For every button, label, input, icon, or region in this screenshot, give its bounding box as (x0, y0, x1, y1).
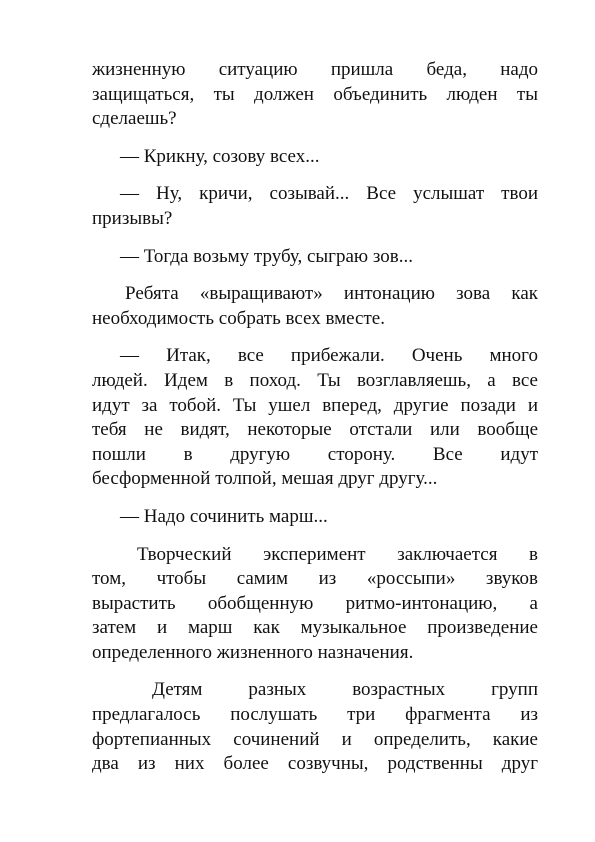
dialog-line-trumpet: — Тогда возьму трубу, сыграю зов... (120, 245, 413, 267)
paragraph-situation (92, 58, 538, 132)
text-line: затем и марш как музыкальное произведение (92, 617, 538, 639)
text-line: определенного жизненного назначения. (92, 641, 414, 663)
text-line: Творческий эксперимент заключается в (137, 543, 538, 565)
text-line: идут за тобой. Ты ушел вперед, другие позади и (92, 394, 538, 416)
text-line: вырастить обобщенную ритмо-интонацию, а (92, 592, 538, 614)
text-line: пошли в другую сторону. Все идут (92, 443, 538, 465)
paragraph-call (92, 182, 538, 231)
text-line: бесформенной толпой, мешая друг другу... (92, 468, 438, 490)
paragraph-experiment (92, 543, 538, 666)
paragraph-hike (92, 344, 538, 492)
dialog-line-march: — Надо сочинить марш... (120, 505, 328, 527)
text-line: людей. Идем в поход. Ты возглавляешь, а все (92, 369, 538, 391)
text-line: фортепианных сочинений и определить, какие (92, 728, 538, 750)
text-line: тебя не видят, некоторые отстали или вообще (92, 419, 538, 441)
text-line: два из них более созвучны, родственны друг (92, 753, 538, 775)
text-line: — Ну, кричи, созывай... Все услышат твои (120, 183, 538, 205)
dialog-line-shout: — Крикну, созову всех... (120, 145, 320, 167)
text-line: том, чтобы самим из «россыпи» звуков (92, 568, 538, 590)
text-line: защищаться, ты должен объединить люден ты (92, 83, 538, 105)
text-line: — Итак, все прибежали. Очень много (120, 345, 538, 367)
document-page (92, 58, 538, 790)
text-line: призывы? (92, 207, 173, 229)
text-line: сделаешь? (92, 108, 177, 130)
text-line: предлагалось послушать три фрагмента из (92, 704, 538, 726)
text-line: Ребята «выращивают» интонацию зова как (125, 283, 538, 305)
paragraph-intonation (92, 282, 538, 331)
text-line: жизненную ситуацию пришла беда, надо (92, 59, 538, 80)
text-line: необходимость собрать всех вместе. (92, 307, 385, 329)
paragraph-children (92, 678, 538, 776)
text-line: Детям разных возрастных групп (152, 679, 538, 701)
